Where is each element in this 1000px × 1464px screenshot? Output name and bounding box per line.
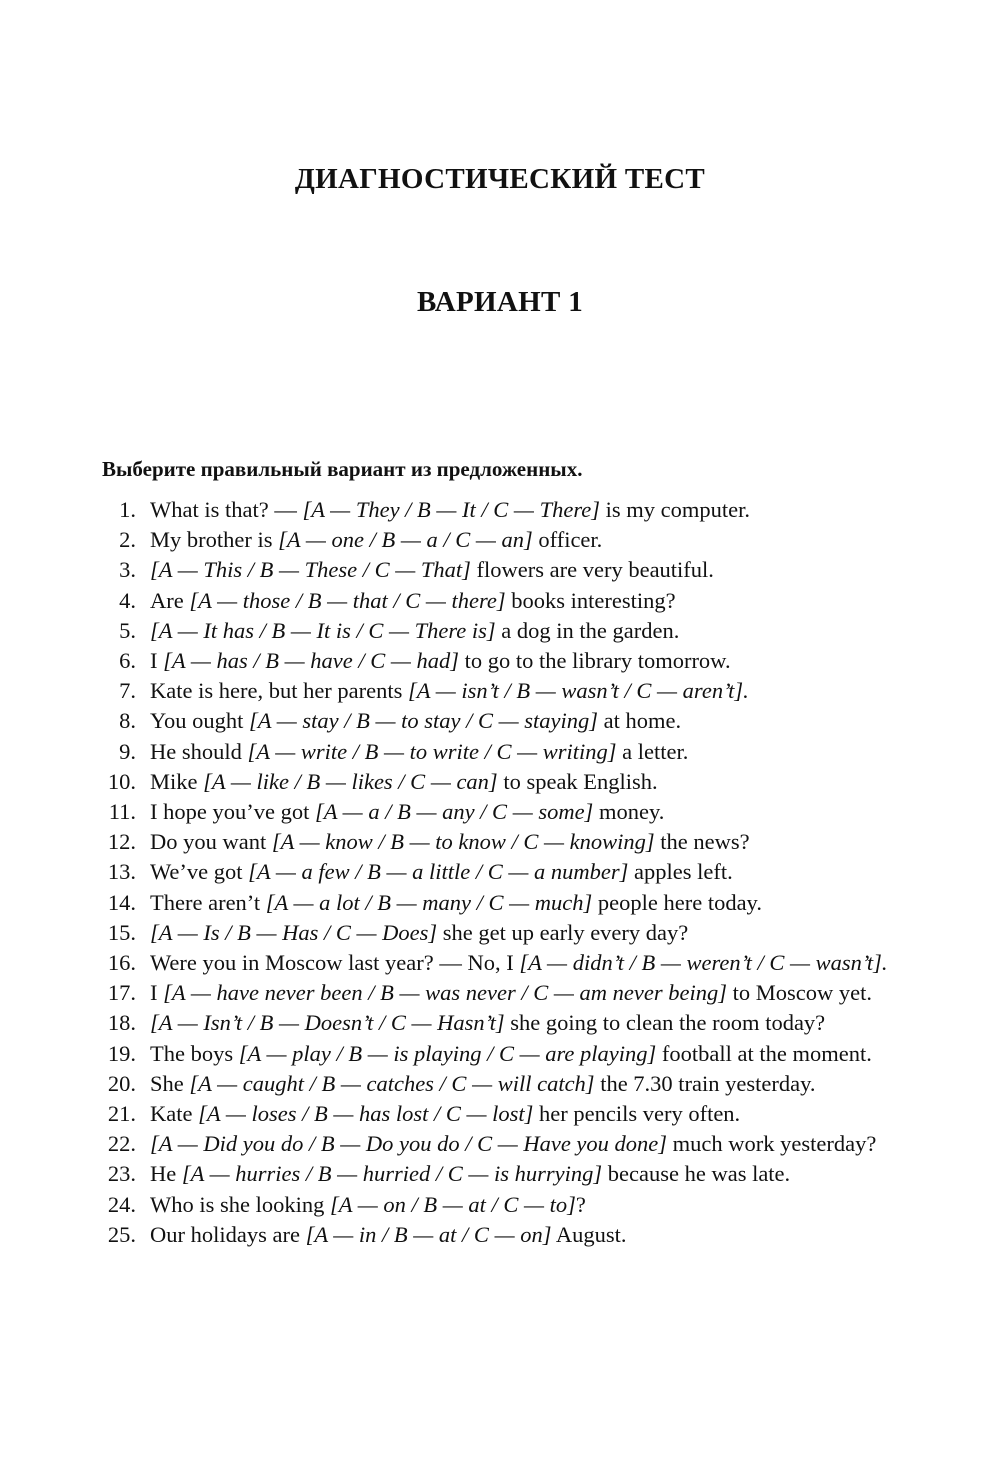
question-item	[100, 767, 902, 797]
question-tail: August.	[551, 1221, 627, 1247]
question-item	[100, 797, 902, 827]
answer-options: [A — play / B — is playing / C — are playing]	[238, 1040, 657, 1066]
question-stem: He should	[150, 738, 248, 764]
question-number: 12.	[107, 829, 136, 855]
answer-options: [A — know / B — to know / C — knowing]	[271, 829, 655, 855]
question-tail: ?	[575, 1191, 586, 1217]
question-stem: My brother is	[150, 527, 279, 553]
question-stem: Our holidays are	[150, 1221, 306, 1247]
question-stem: Kate is here, but her parents	[150, 678, 409, 704]
question-item	[100, 1129, 902, 1159]
question-stem: Kate	[150, 1101, 199, 1127]
question-text	[150, 978, 902, 1008]
question-tail: much work yesterday?	[667, 1131, 877, 1157]
question-tail: money.	[593, 799, 665, 825]
question-text	[150, 495, 902, 525]
question-tail: is my computer.	[599, 497, 750, 522]
question-item	[100, 646, 902, 676]
question-text	[150, 646, 902, 676]
question-number: 18.	[107, 1010, 136, 1036]
question-item	[100, 586, 902, 616]
question-number: 1.	[119, 497, 136, 522]
question-tail: books interesting?	[505, 587, 676, 613]
question-number: 17.	[107, 980, 136, 1006]
question-tail: people here today.	[592, 889, 762, 915]
question-tail: apples left.	[628, 859, 733, 885]
question-tail: football at the moment.	[656, 1040, 872, 1066]
question-item	[100, 616, 902, 646]
question-item	[100, 948, 902, 978]
question-stem: There aren’t	[150, 889, 266, 915]
answer-options: [A — like / B — likes / C — can]	[203, 768, 498, 794]
question-item	[100, 1008, 902, 1038]
question-item	[100, 1190, 902, 1220]
question-item	[100, 888, 902, 918]
question-number: 21.	[107, 1101, 136, 1127]
question-text	[150, 1069, 902, 1099]
question-stem: What is that? —	[150, 497, 303, 522]
question-item	[100, 495, 902, 525]
answer-options: [A — isn’t / B — wasn’t / C — aren’t].	[408, 678, 749, 704]
question-stem: I	[150, 980, 164, 1006]
question-stem: You ought	[150, 708, 249, 734]
question-stem: Were you in Moscow last year? — No, I	[150, 950, 520, 976]
question-number: 8.	[119, 708, 136, 734]
answer-options: [A — hurries / B — hurried / C — is hurrying]	[181, 1161, 603, 1187]
question-text	[150, 797, 902, 827]
answer-options: [A — didn’t / B — weren’t / C — wasn’t].	[519, 950, 888, 976]
question-stem: Mike	[150, 768, 204, 794]
question-number: 23.	[107, 1161, 136, 1187]
question-number: 9.	[119, 738, 136, 764]
question-tail: officer.	[532, 527, 603, 553]
question-text	[150, 1159, 902, 1189]
question-number: 11.	[108, 799, 136, 825]
question-number: 13.	[107, 859, 136, 885]
question-item	[100, 706, 902, 736]
answer-options: [A — have never been / B — was never / C — am never being]	[163, 980, 727, 1006]
question-stem: He	[150, 1161, 182, 1187]
question-number: 22.	[107, 1131, 136, 1157]
answer-options: [A — those / B — that / C — there]	[189, 587, 506, 613]
answer-options: [A — Isn’t / B — Doesn’t / C — Hasn’t]	[150, 1010, 505, 1036]
question-item	[100, 827, 902, 857]
answer-options: [A — This / B — These / C — That]	[150, 557, 471, 583]
answer-options: [A — They / B — It / C — There]	[302, 497, 600, 522]
question-text	[150, 616, 902, 646]
question-stem: Do you want	[150, 829, 272, 855]
page-title: ДИАГНОСТИЧЕСКИЙ ТЕСТ	[294, 163, 706, 195]
question-tail: at home.	[597, 708, 682, 734]
question-tail: to speak English.	[497, 768, 658, 794]
question-tail: she going to clean the room today?	[504, 1010, 826, 1036]
question-number: 5.	[119, 617, 136, 643]
question-text	[150, 767, 902, 797]
question-number: 25.	[107, 1221, 136, 1247]
question-tail: to Moscow yet.	[726, 980, 872, 1006]
instruction: Выберите правильный вариант из предложенных.	[102, 457, 583, 481]
question-list	[100, 495, 902, 1250]
question-number: 24.	[107, 1191, 136, 1217]
question-text	[150, 948, 902, 978]
question-number: 4.	[119, 587, 136, 613]
question-item	[100, 918, 902, 948]
question-tail: she get up early every day?	[437, 919, 689, 945]
question-number: 19.	[107, 1040, 136, 1066]
question-text	[150, 737, 902, 767]
question-number: 16.	[107, 950, 136, 976]
question-stem: I	[150, 648, 164, 674]
question-stem: I hope you’ve got	[150, 799, 315, 825]
question-text	[150, 1039, 902, 1069]
answer-options: [A — It has / B — It is / C — There is]	[150, 617, 496, 643]
answer-options: [A — on / B — at / C — to]	[330, 1191, 576, 1217]
question-item	[100, 1069, 902, 1099]
question-tail: the news?	[654, 829, 750, 855]
question-tail: the 7.30 train yesterday.	[594, 1070, 816, 1096]
answer-options: [A — a lot / B — many / C — much]	[265, 889, 593, 915]
question-text	[150, 706, 902, 736]
question-item	[100, 525, 902, 555]
question-text	[150, 1129, 902, 1159]
question-item	[100, 1099, 902, 1129]
answer-options: [A — loses / B — has lost / C — lost]	[198, 1101, 534, 1127]
question-number: 6.	[119, 648, 136, 674]
question-tail: because he was late.	[602, 1161, 791, 1187]
question-item	[100, 555, 902, 585]
question-text	[150, 827, 902, 857]
question-stem: She	[150, 1070, 190, 1096]
question-text	[150, 857, 902, 887]
question-item	[100, 676, 902, 706]
question-text	[150, 888, 902, 918]
question-tail: a dog in the garden.	[495, 617, 680, 643]
answer-options: [A — caught / B — catches / C — will catch]	[189, 1070, 595, 1096]
question-item	[100, 1220, 902, 1250]
answer-options: [A — stay / B — to stay / C — staying]	[249, 708, 598, 734]
question-item	[100, 857, 902, 887]
question-number: 15.	[107, 919, 136, 945]
question-number: 7.	[119, 678, 136, 704]
question-item	[100, 1159, 902, 1189]
question-number: 3.	[119, 557, 136, 583]
question-text	[150, 918, 902, 948]
question-number: 20.	[107, 1070, 136, 1096]
question-text	[150, 1190, 902, 1220]
answer-options: [A — a / B — any / C — some]	[314, 799, 594, 825]
question-stem: We’ve got	[150, 859, 249, 885]
question-item	[100, 1039, 902, 1069]
answer-options: [A — Did you do / B — Do you do / C — Have you done]	[150, 1131, 668, 1157]
question-text	[150, 1099, 902, 1129]
question-text	[150, 676, 902, 706]
answer-options: [A — a few / B — a little / C — a number]	[248, 859, 629, 885]
question-tail: a letter.	[616, 738, 689, 764]
question-text	[150, 1220, 902, 1250]
answer-options: [A — one / B — a / C — an]	[278, 527, 533, 553]
answer-options: [A — write / B — to write / C — writing]	[247, 738, 617, 764]
answer-options: [A — has / B — have / C — had]	[163, 648, 459, 674]
question-number: 2.	[119, 527, 136, 553]
question-stem: Who is she looking	[150, 1191, 330, 1217]
variant-title: ВАРИАНТ 1	[416, 286, 584, 318]
question-text	[150, 1008, 902, 1038]
question-stem: Are	[150, 587, 190, 613]
question-item	[100, 978, 902, 1008]
question-text	[150, 586, 902, 616]
question-text	[150, 555, 902, 585]
question-stem: The boys	[150, 1040, 239, 1066]
answer-options: [A — in / B — at / C — on]	[305, 1221, 552, 1247]
question-tail: to go to the library tomorrow.	[458, 648, 731, 674]
question-number: 14.	[107, 889, 136, 915]
question-tail: flowers are very beautiful.	[470, 557, 714, 583]
question-tail: her pencils very often.	[533, 1101, 741, 1127]
answer-options: [A — Is / B — Has / C — Does]	[150, 919, 438, 945]
question-number: 10.	[107, 768, 136, 794]
question-item	[100, 737, 902, 767]
question-text	[150, 525, 902, 555]
